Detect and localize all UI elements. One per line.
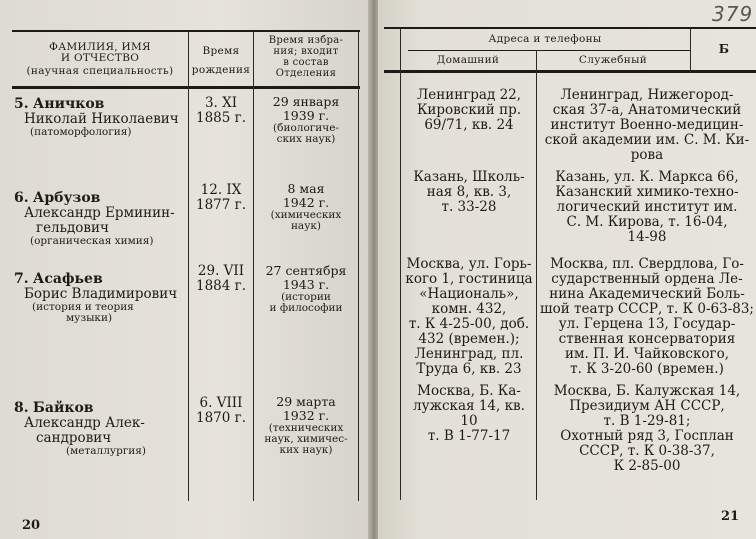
work-address: Казань, ул. К. Маркса 66, Казанский химико-техно- логический институт им. С. М. Кирова, т. 16-04, 14-98 (555, 169, 739, 245)
home-address: Москва, ул. Горь- кого 1, гостиница «Националь», комн. 432, т. К 4-25-00, доб. 432 (времен.); Ленинград, пл. Труда 6, кв. 23 (405, 256, 533, 377)
entry-specialty: (история и теория (32, 301, 134, 313)
entry-surname: Аничков (32, 96, 105, 112)
entry-name-cell (14, 401, 188, 457)
header-mid-rule (408, 50, 690, 51)
home-address: Москва, Б. Ка- лужская 14, кв. 10 т. В 1-77-17 (413, 383, 525, 444)
entry-number: 6. (14, 190, 29, 206)
entry-specialty: (патоморфология) (30, 126, 132, 138)
header-elected: Время избра- ния; входит в состав Отделения (268, 35, 344, 79)
entry-elected: 8 мая 1942 г. (химических наук) (270, 181, 342, 232)
left-page (0, 0, 370, 539)
entry-specialty: (металлургия) (66, 445, 147, 457)
right-page (378, 0, 756, 539)
header-name: ФАМИЛИЯ, ИМЯ И ОТЧЕСТВО (научная специальность) (26, 41, 174, 77)
column-divider (536, 50, 537, 500)
handwritten-number: 379 (712, 2, 754, 26)
header-addresses: Адреса и телефоны (488, 33, 602, 45)
entry-number: 7. (14, 271, 29, 287)
entry-elected: 29 января 1939 г. (биологиче- ских наук) (272, 94, 340, 145)
page-number: 21 (721, 509, 740, 524)
entry-number: 5. (14, 96, 29, 112)
entry-specialty: музыки) (66, 312, 113, 324)
column-divider (358, 31, 359, 501)
work-address: Ленинград, Нижегород- ская 37-а, Анатомический институт Военно-медицин- ской академии им. С. М. Ки- рова (544, 87, 750, 163)
header-home: Домашний (436, 54, 500, 66)
header-birth: Время рождения (191, 45, 251, 76)
entry-given-name: Александр Алек- (24, 415, 145, 431)
entry-given-name: Николай Николаевич (24, 111, 179, 127)
entry-name-cell (14, 272, 188, 324)
entry-given-name: Александр Ерминин- (24, 205, 175, 221)
page-number: 20 (22, 518, 41, 533)
entry-name-cell (14, 191, 188, 247)
entry-elected: 29 марта 1932 г. (технических наук, химичес- ких наук) (264, 394, 348, 456)
column-divider (690, 28, 691, 73)
entry-birth: 12. IX 1877 г. (195, 182, 246, 213)
header-top-rule (384, 27, 756, 29)
home-address: Ленинград 22, Кировский пр. 69/71, кв. 24 (416, 87, 522, 133)
entry-surname: Асафьев (32, 271, 103, 287)
header-bottom-rule (12, 86, 360, 89)
entry-given-name: сандрович (36, 430, 112, 446)
header-work: Служебный (578, 54, 648, 66)
entry-birth: 29. VII 1884 г. (195, 263, 246, 294)
entry-specialty: (органическая химия) (30, 235, 154, 247)
entry-name-cell (14, 97, 188, 138)
work-address: Москва, пл. Свердлова, Го- сударственный ордена Ле- нина Академический Боль- шой театр СССР, т. К 0-63-83; ул. Герцена 13, Государ- ственная консерватория им. П. И. Чайковского, т. К 3-20-60 (времен.) (540, 256, 754, 377)
home-address: Казань, Школь- ная 8, кв. 3, т. 33-28 (413, 169, 525, 215)
header-top-rule (12, 30, 360, 32)
entry-given-name: гельдович (36, 220, 109, 236)
entry-surname: Арбузов (32, 190, 101, 206)
entry-elected: 27 сентября 1943 г. (истории и философии (265, 263, 347, 314)
column-divider (400, 28, 401, 500)
header-bottom-rule (384, 70, 756, 73)
entry-birth: 3. XI 1885 г. (195, 95, 246, 126)
entry-surname: Байков (32, 400, 94, 416)
entry-given-name: Борис Владимирович (24, 286, 178, 302)
header-extra: Б (718, 42, 730, 56)
work-address: Москва, Б. Калужская 14, Президиум АН СССР, т. В 1-29-81; Охотный ряд 3, Госплан СССР, т. К 0-38-37, К 2-85-00 (553, 383, 741, 474)
entry-birth: 6. VIII 1870 г. (195, 395, 246, 426)
entry-number: 8. (14, 400, 29, 416)
